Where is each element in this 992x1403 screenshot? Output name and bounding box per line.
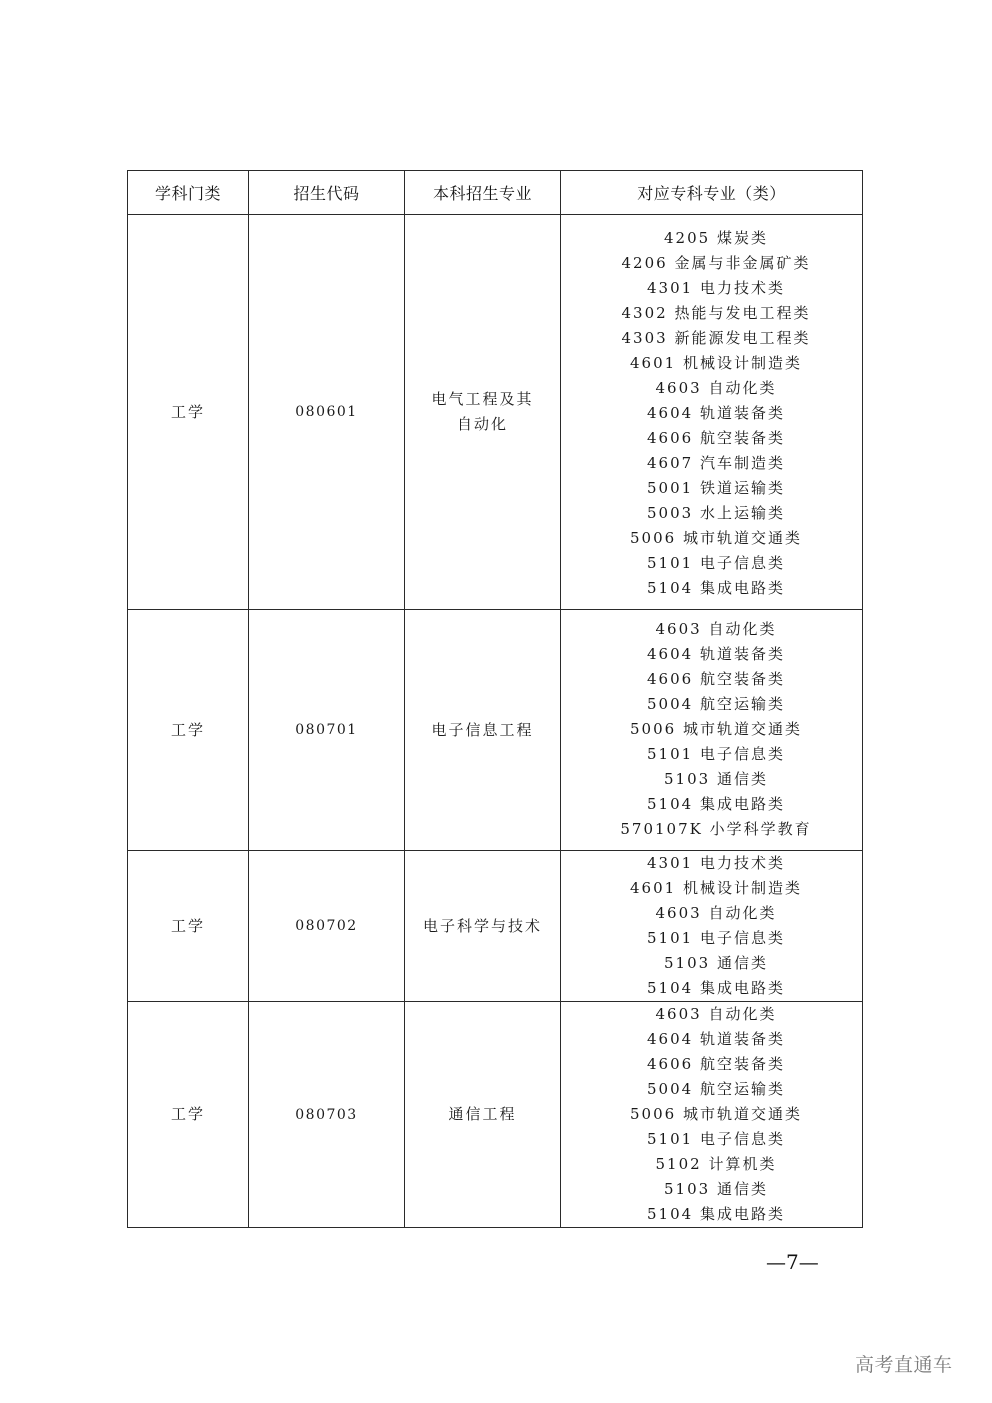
related-major-item: 5101 电子信息类 bbox=[647, 929, 785, 947]
related-major-item: 4601 机械设计制造类 bbox=[630, 354, 802, 372]
related-major-item: 5003 水上运输类 bbox=[647, 504, 785, 522]
related-major-item: 4301 电力技术类 bbox=[647, 279, 785, 297]
related-major-item: 4603 自动化类 bbox=[655, 620, 777, 638]
related-major-item: 5104 集成电路类 bbox=[647, 1205, 785, 1223]
table-row bbox=[128, 1002, 863, 1228]
related-major-item: 5104 集成电路类 bbox=[647, 979, 785, 997]
related-majors-cell bbox=[561, 215, 863, 610]
major-name-line2: 自动化 bbox=[456, 415, 508, 433]
major-name-line1: 电气工程及其 bbox=[431, 390, 534, 408]
table-row bbox=[128, 851, 863, 1002]
related-major-item: 5004 航空运输类 bbox=[647, 695, 785, 713]
major-mapping-table bbox=[127, 170, 863, 1228]
related-major-item: 5101 电子信息类 bbox=[647, 1130, 785, 1148]
related-major-item: 4302 热能与发电工程类 bbox=[621, 304, 811, 322]
related-major-item: 4607 汽车制造类 bbox=[647, 454, 785, 472]
related-major-item: 5006 城市轨道交通类 bbox=[630, 720, 802, 738]
related-major-item: 4603 自动化类 bbox=[655, 379, 777, 397]
table-header-row bbox=[128, 171, 863, 215]
related-major-item: 4606 航空装备类 bbox=[647, 1055, 785, 1073]
table-row bbox=[128, 215, 863, 610]
major-cell bbox=[405, 851, 561, 1002]
related-major-item: 4301 电力技术类 bbox=[647, 854, 785, 872]
related-majors-list bbox=[570, 215, 862, 601]
related-majors-list bbox=[570, 851, 862, 1001]
related-major-item: 5104 集成电路类 bbox=[647, 795, 785, 813]
related-major-item: 5101 电子信息类 bbox=[647, 554, 785, 572]
category-cell: 工学 bbox=[128, 851, 249, 1002]
major-name-line1: 通信工程 bbox=[448, 1105, 517, 1123]
related-major-item: 4205 煤炭类 bbox=[664, 229, 768, 247]
related-major-item: 4603 自动化类 bbox=[655, 1005, 777, 1023]
header-category: 学科门类 bbox=[128, 171, 249, 215]
category-cell: 工学 bbox=[128, 215, 249, 610]
category-cell: 工学 bbox=[128, 1002, 249, 1228]
code-cell: 080601 bbox=[249, 215, 405, 610]
code-cell: 080702 bbox=[249, 851, 405, 1002]
major-cell bbox=[405, 610, 561, 851]
related-major-item: 4604 轨道装备类 bbox=[647, 1030, 785, 1048]
related-major-item: 5103 通信类 bbox=[664, 1180, 768, 1198]
related-major-item: 4603 自动化类 bbox=[655, 904, 777, 922]
related-major-item: 4604 轨道装备类 bbox=[647, 645, 785, 663]
related-major-item: 4606 航空装备类 bbox=[647, 670, 785, 688]
related-major-item: 5006 城市轨道交通类 bbox=[630, 529, 802, 547]
related-major-item: 4604 轨道装备类 bbox=[647, 404, 785, 422]
header-related: 对应专科专业（类） bbox=[561, 171, 863, 215]
category-cell: 工学 bbox=[128, 610, 249, 851]
major-name-line1: 电子科学与技术 bbox=[422, 916, 542, 935]
table-row bbox=[128, 610, 863, 851]
related-major-item: 570107K 小学科学教育 bbox=[620, 820, 812, 838]
major-name-line1: 电子信息工程 bbox=[431, 720, 534, 739]
watermark: 高考直通车 bbox=[855, 1354, 953, 1376]
related-majors-cell bbox=[561, 1002, 863, 1228]
code-cell: 080701 bbox=[249, 610, 405, 851]
related-major-item: 4303 新能源发电工程类 bbox=[621, 329, 811, 347]
header-code: 招生代码 bbox=[249, 171, 405, 215]
related-major-item: 5102 计算机类 bbox=[655, 1155, 777, 1173]
related-major-item: 4601 机械设计制造类 bbox=[630, 879, 802, 897]
related-major-item: 5001 铁道运输类 bbox=[647, 479, 785, 497]
related-majors-cell bbox=[561, 610, 863, 851]
related-major-item: 5004 航空运输类 bbox=[647, 1080, 785, 1098]
related-majors-list bbox=[570, 1002, 862, 1227]
related-major-item: 5101 电子信息类 bbox=[647, 745, 785, 763]
header-major: 本科招生专业 bbox=[405, 171, 561, 215]
related-major-item: 5103 通信类 bbox=[664, 770, 768, 788]
related-major-item: 5006 城市轨道交通类 bbox=[630, 1105, 802, 1123]
page-number: —7— bbox=[766, 1250, 819, 1274]
major-cell bbox=[405, 1002, 561, 1228]
related-major-item: 4606 航空装备类 bbox=[647, 429, 785, 447]
related-majors-list bbox=[570, 610, 862, 842]
related-major-item: 5103 通信类 bbox=[664, 954, 768, 972]
related-majors-cell bbox=[561, 851, 863, 1002]
code-cell: 080703 bbox=[249, 1002, 405, 1228]
related-major-item: 5104 集成电路类 bbox=[647, 579, 785, 597]
related-major-item: 4206 金属与非金属矿类 bbox=[621, 254, 811, 272]
major-cell bbox=[405, 215, 561, 610]
